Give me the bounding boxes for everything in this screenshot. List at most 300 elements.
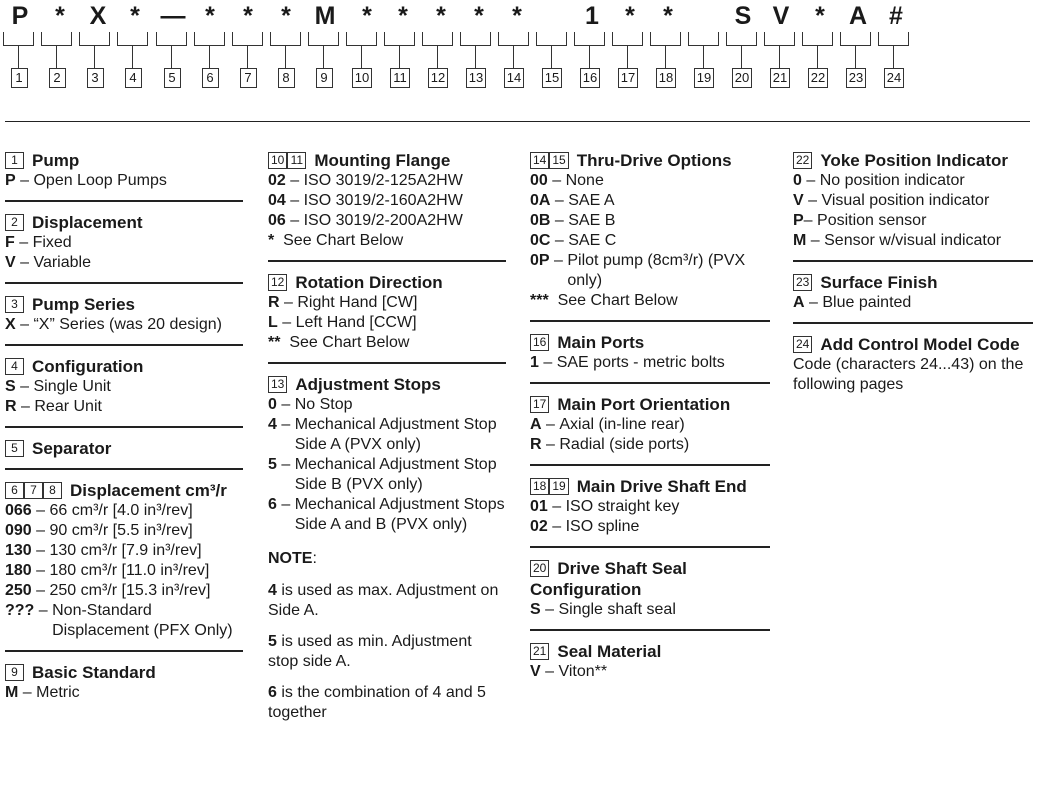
option-description: Mechanical Adjustment Stops Side A and B (PVX only): [294, 496, 505, 533]
option-description: ISO straight key: [565, 498, 680, 515]
code-bracket: [346, 32, 377, 46]
section-heading: [5, 438, 243, 459]
option-code: 0: [793, 172, 802, 189]
option-code: 06: [268, 212, 286, 229]
code-stem: [817, 46, 818, 68]
option-separator: –: [547, 498, 566, 515]
option-code: 130: [5, 542, 32, 559]
column-1: [5, 150, 243, 712]
option-description: ISO spline: [565, 518, 640, 535]
position-number-9: 9: [316, 68, 333, 88]
position-number-22: 22: [808, 68, 828, 88]
position-badge: 3: [5, 296, 24, 313]
column-4: [793, 150, 1033, 404]
section-title: Separator: [32, 439, 112, 458]
code-stem: [437, 46, 438, 68]
option-separator: –: [18, 684, 37, 701]
section-title: Main Drive Shaft End: [576, 477, 747, 496]
option-description: None: [565, 172, 604, 189]
section-surface-finish: [793, 260, 1033, 313]
code-stem: [551, 46, 552, 68]
code-char-15: 1: [585, 2, 599, 30]
position-badge: 21: [530, 643, 549, 660]
position-number-6: 6: [202, 68, 219, 88]
code-bracket: [574, 32, 605, 46]
option-code: 02: [530, 518, 548, 535]
position-badge: 19: [549, 478, 568, 495]
option-description: No position indicator: [819, 172, 965, 189]
option-description: Radial (side ports): [559, 436, 690, 453]
option-separator: –: [540, 601, 559, 618]
code-stem: [209, 46, 210, 68]
section-title: Seal Material: [557, 642, 662, 661]
option-description: Mechanical Adjustment Stop Side A (PVX only): [294, 416, 497, 453]
section-heading: [5, 662, 243, 683]
option-row: [5, 541, 243, 561]
code-stem: [627, 46, 628, 68]
option-description: Rear Unit: [34, 398, 102, 415]
note-text: is used as max. Adjustment on Side A.: [268, 582, 499, 619]
code-stem: [589, 46, 590, 68]
code-stem: [665, 46, 666, 68]
option-description: SAE A: [568, 192, 615, 209]
note-label: NOTE: [268, 550, 313, 567]
position-badge: 5: [5, 440, 24, 457]
model-code-diagram: [0, 0, 1040, 100]
code-char-2: *: [55, 2, 65, 30]
code-bracket: [878, 32, 909, 46]
option-description: SAE C: [568, 232, 617, 249]
option-description: ISO 3019/2-160A2HW: [303, 192, 463, 209]
option-separator: –: [31, 522, 50, 539]
code-char-21: A: [848, 2, 868, 30]
option-code: P: [5, 172, 16, 189]
option-code: 0: [268, 396, 277, 413]
section-heading: [268, 272, 506, 293]
position-badge: 7: [24, 482, 43, 499]
option-separator: –: [806, 232, 825, 249]
section-title: Configuration: [32, 357, 144, 376]
option-separator: –: [547, 172, 566, 189]
divider: [5, 121, 1030, 122]
option-description: Axial (in-line rear): [559, 416, 685, 433]
option-description: SAE ports - metric bolts: [556, 354, 725, 371]
option-row: [268, 313, 506, 333]
code-bracket: [194, 32, 225, 46]
option-separator: –: [540, 663, 559, 680]
option-row: [5, 501, 243, 521]
option-separator: –: [804, 294, 823, 311]
code-stem: [132, 46, 133, 68]
option-row: [530, 171, 770, 191]
position-number-7: 7: [240, 68, 257, 88]
option-separator: –: [549, 252, 568, 269]
option-code: 0B: [530, 212, 551, 229]
option-row: [530, 662, 770, 682]
position-badge: 9: [5, 664, 24, 681]
section-title: Add Control Model Code: [820, 335, 1020, 354]
position-badge: 1: [5, 152, 24, 169]
option-description: Mechanical Adjustment Stop Side B (PVX only): [294, 456, 497, 493]
section-rotation-direction: [268, 260, 506, 353]
option-code: P: [793, 212, 804, 229]
option-row: [793, 211, 1033, 231]
position-badge: 8: [43, 482, 62, 499]
option-separator: –: [803, 212, 818, 229]
option-code: V: [5, 254, 16, 271]
option-separator: –: [277, 314, 296, 331]
option-separator: –: [276, 496, 295, 513]
code-bracket: [422, 32, 453, 46]
option-code: A: [793, 294, 805, 311]
position-number-17: 17: [618, 68, 638, 88]
position-badge: 16: [530, 334, 549, 351]
position-number-1: 1: [11, 68, 28, 88]
section-thru-drive: [530, 150, 770, 311]
position-badge: 4: [5, 358, 24, 375]
option-code: 02: [268, 172, 286, 189]
position-number-18: 18: [656, 68, 676, 88]
option-description: SAE B: [568, 212, 616, 229]
option-separator: –: [285, 172, 304, 189]
section-heading: [5, 212, 243, 233]
option-separator: –: [550, 192, 569, 209]
section-title: Mounting Flange: [314, 151, 451, 170]
position-number-24: 24: [884, 68, 904, 88]
code-char-7: *: [243, 2, 253, 30]
code-stem: [18, 46, 19, 68]
option-separator: –: [541, 416, 560, 433]
position-number-20: 20: [732, 68, 752, 88]
option-row: [5, 561, 243, 581]
option-separator: –: [538, 354, 557, 371]
code-char-3: X: [89, 2, 107, 30]
position-badge: 11: [287, 152, 306, 169]
option-description: No Stop: [294, 396, 353, 413]
option-separator: –: [550, 212, 569, 229]
position-badge: 22: [793, 152, 812, 169]
position-badge: 13: [268, 376, 287, 393]
option-description: Metric: [36, 684, 80, 701]
code-char-4: *: [130, 2, 140, 30]
option-row: [5, 377, 243, 397]
note-code: 6: [268, 684, 277, 701]
code-bracket: [498, 32, 529, 46]
option-separator: –: [550, 232, 569, 249]
section-pump: [5, 150, 243, 191]
position-badge: 14: [530, 152, 549, 169]
column-2: [268, 150, 506, 734]
option-separator: –: [801, 172, 820, 189]
option-description: Blue painted: [822, 294, 912, 311]
code-stem: [399, 46, 400, 68]
option-separator: –: [31, 542, 50, 559]
option-code: 0P: [530, 252, 550, 269]
option-separator: –: [34, 602, 53, 619]
option-description: See Chart Below: [283, 232, 404, 249]
code-stem: [94, 46, 95, 68]
option-code: R: [5, 398, 17, 415]
section-title: Rotation Direction: [295, 273, 443, 292]
option-separator: –: [541, 436, 560, 453]
code-char-10: *: [362, 2, 372, 30]
code-bracket: [536, 32, 567, 46]
column-3: [530, 150, 770, 691]
code-bracket: [460, 32, 491, 46]
option-description: 90 cm³/r [5.5 in³/rev]: [49, 522, 193, 539]
section-title: Pump Series: [32, 295, 135, 314]
code-char-5: —: [160, 2, 186, 30]
section-separator: [5, 426, 243, 459]
section-title: Drive Shaft Seal Configuration: [530, 559, 687, 599]
option-separator: –: [276, 396, 295, 413]
option-code: S: [530, 601, 541, 618]
note-code: 5: [268, 633, 277, 650]
section-main-port-orientation: [530, 382, 770, 455]
option-description: Open Loop Pumps: [33, 172, 167, 189]
option-code: 4: [268, 416, 277, 433]
option-code: 00: [530, 172, 548, 189]
option-description: See Chart Below: [557, 292, 678, 309]
position-badge: 20: [530, 560, 549, 577]
option-code: 090: [5, 522, 32, 539]
section-mounting-flange: [268, 150, 506, 251]
option-row: [530, 291, 770, 311]
note-item: [268, 632, 506, 672]
code-bracket: [612, 32, 643, 46]
section-seal-material: [530, 629, 770, 682]
code-stem: [855, 46, 856, 68]
code-stem: [703, 46, 704, 68]
code-bracket: [840, 32, 871, 46]
option-separator: –: [14, 234, 33, 251]
option-description: 130 cm³/r [7.9 in³/rev]: [49, 542, 202, 559]
option-code: R: [530, 436, 542, 453]
position-number-10: 10: [352, 68, 372, 88]
section-heading: [530, 476, 770, 497]
code-bracket: [308, 32, 339, 46]
section-heading: [530, 150, 770, 171]
code-bracket: [764, 32, 795, 46]
option-code: V: [530, 663, 541, 680]
option-row: [268, 333, 506, 353]
code-char-13: *: [474, 2, 484, 30]
option-row: [268, 191, 506, 211]
option-separator: –: [276, 456, 295, 473]
code-stem: [513, 46, 514, 68]
code-bracket: [688, 32, 719, 46]
code-char-8: *: [281, 2, 291, 30]
position-number-13: 13: [466, 68, 486, 88]
option-separator: [280, 333, 289, 353]
section-main-drive-shaft: [530, 464, 770, 537]
position-number-2: 2: [49, 68, 66, 88]
code-bracket: [3, 32, 34, 46]
code-bracket: [156, 32, 187, 46]
option-row: [793, 191, 1033, 211]
option-separator: [274, 231, 283, 251]
section-title: Main Port Orientation: [557, 395, 731, 414]
note-item: [268, 683, 506, 723]
option-separator: –: [15, 254, 34, 271]
section-text: Code (characters 24...43) on the following pages: [793, 356, 1024, 393]
option-row: [530, 251, 770, 291]
section-basic-standard: [5, 650, 243, 703]
code-char-1: P: [11, 2, 29, 30]
section-configuration: [5, 344, 243, 417]
option-code: R: [268, 294, 280, 311]
option-separator: –: [15, 172, 34, 189]
option-code: 066: [5, 502, 32, 519]
option-description: See Chart Below: [289, 334, 410, 351]
code-stem: [361, 46, 362, 68]
option-separator: –: [31, 562, 50, 579]
code-bracket: [270, 32, 301, 46]
option-row: [268, 395, 506, 415]
option-code: 5: [268, 456, 277, 473]
section-title: Adjustment Stops: [295, 375, 441, 394]
code-char-6: *: [205, 2, 215, 30]
option-code: 6: [268, 496, 277, 513]
option-description: 180 cm³/r [11.0 in³/rev]: [49, 562, 210, 579]
section-adjustment-stops: [268, 362, 506, 535]
option-row: [5, 315, 243, 335]
position-badge: 10: [268, 152, 287, 169]
option-separator: –: [276, 416, 295, 433]
option-code: 01: [530, 498, 548, 515]
option-code: A: [530, 416, 542, 433]
option-code: **: [268, 334, 281, 351]
section-heading: [530, 641, 770, 662]
option-code: 04: [268, 192, 286, 209]
code-char-17: *: [663, 2, 673, 30]
option-code: *: [268, 232, 275, 249]
code-stem: [893, 46, 894, 68]
position-number-19: 19: [694, 68, 714, 88]
position-badge: 18: [530, 478, 549, 495]
code-stem: [741, 46, 742, 68]
code-char-16: *: [625, 2, 635, 30]
code-bracket: [650, 32, 681, 46]
position-badge: 2: [5, 214, 24, 231]
section-yoke-position: [793, 150, 1033, 251]
section-drive-shaft-seal: [530, 546, 770, 620]
note-code: 4: [268, 582, 277, 599]
code-char-20: *: [815, 2, 825, 30]
section-heading: [793, 272, 1033, 293]
option-description: Variable: [33, 254, 91, 271]
option-separator: –: [547, 518, 566, 535]
section-heading: [5, 150, 243, 171]
option-row: [5, 253, 243, 273]
section-heading: [5, 480, 243, 501]
option-description: Visual position indicator: [821, 192, 990, 209]
option-separator: –: [285, 212, 304, 229]
option-row: [268, 293, 506, 313]
section-control-model: [793, 322, 1033, 395]
code-char-19: V: [772, 2, 790, 30]
option-description: Position sensor: [817, 212, 927, 229]
option-code: X: [5, 316, 16, 333]
option-row: [5, 601, 243, 641]
position-badge: 17: [530, 396, 549, 413]
code-stem: [475, 46, 476, 68]
section-heading: [268, 374, 506, 395]
option-row: [268, 415, 506, 455]
section-title: Thru-Drive Options: [576, 151, 732, 170]
option-row: [5, 683, 243, 703]
option-row: [5, 397, 243, 417]
position-number-11: 11: [390, 68, 410, 88]
option-description: Single Unit: [33, 378, 111, 395]
code-stem: [779, 46, 780, 68]
code-bracket: [726, 32, 757, 46]
code-char-11: *: [398, 2, 408, 30]
section-heading: [268, 150, 506, 171]
position-badge: 15: [549, 152, 568, 169]
section-title: Displacement: [32, 213, 143, 232]
option-separator: –: [15, 378, 34, 395]
option-separator: –: [15, 316, 34, 333]
note-text: is used as min. Adjustment stop side A.: [268, 633, 472, 670]
option-row: [530, 415, 770, 435]
option-code: V: [793, 192, 804, 209]
option-code: L: [268, 314, 278, 331]
position-badge: 24: [793, 336, 812, 353]
position-number-23: 23: [846, 68, 866, 88]
code-char-14: *: [512, 2, 522, 30]
code-stem: [171, 46, 172, 68]
option-description: Viton**: [558, 663, 608, 680]
option-row: [530, 435, 770, 455]
code-char-9: M: [314, 2, 336, 30]
code-stem: [56, 46, 57, 68]
code-char-22: #: [889, 2, 903, 30]
note-text: is the combination of 4 and 5 together: [268, 684, 486, 721]
option-row: [530, 497, 770, 517]
option-separator: –: [279, 294, 298, 311]
option-separator: [549, 291, 558, 311]
position-number-15: 15: [542, 68, 562, 88]
section-title: Basic Standard: [32, 663, 156, 682]
option-code: S: [5, 378, 16, 395]
option-description: Pilot pump (8cm³/r) (PVX only): [567, 252, 746, 289]
option-description: Non-Standard Displacement (PFX Only): [52, 602, 233, 639]
option-code: 250: [5, 582, 32, 599]
option-row: [793, 293, 1033, 313]
position-number-8: 8: [278, 68, 295, 88]
code-bracket: [79, 32, 110, 46]
code-stem: [285, 46, 286, 68]
position-number-14: 14: [504, 68, 524, 88]
option-row: [268, 231, 506, 251]
section-pump-series: [5, 282, 243, 335]
option-separator: –: [31, 582, 50, 599]
section-heading: [530, 332, 770, 353]
option-row: [268, 211, 506, 231]
section-title: Pump: [32, 151, 80, 170]
option-code: ***: [530, 292, 549, 309]
option-description: ISO 3019/2-200A2HW: [303, 212, 463, 229]
option-code: 1: [530, 354, 539, 371]
position-number-3: 3: [87, 68, 104, 88]
section-title: Main Ports: [557, 333, 645, 352]
option-row: [268, 455, 506, 495]
code-stem: [323, 46, 324, 68]
option-row: [793, 231, 1033, 251]
position-badge: 23: [793, 274, 812, 291]
option-code: M: [793, 232, 807, 249]
